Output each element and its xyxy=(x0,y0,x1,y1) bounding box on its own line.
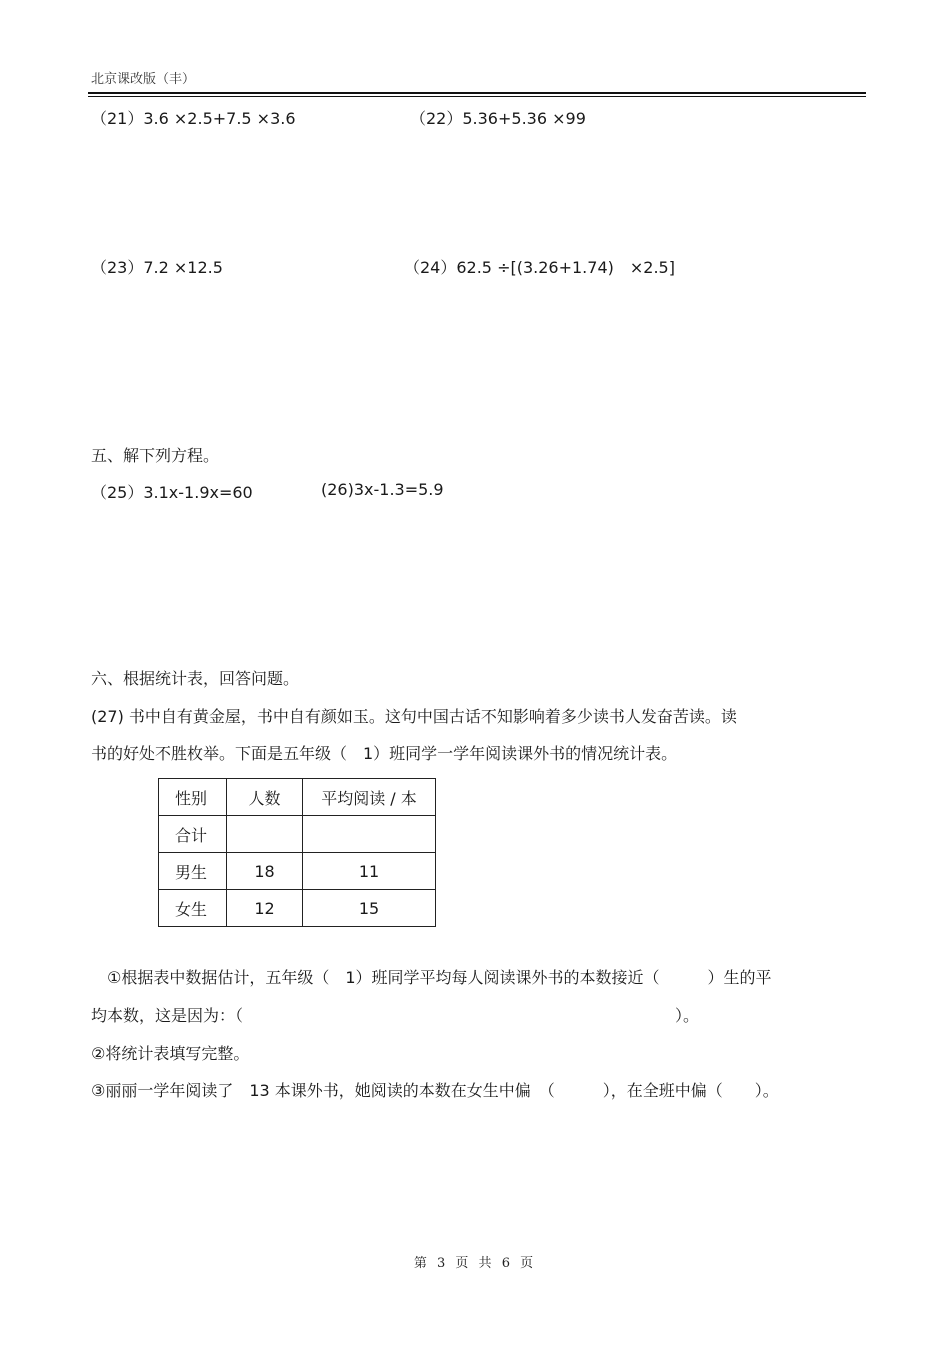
problem-25: （25）3.1x-1.9x=60 xyxy=(91,483,253,502)
reading-stats-table xyxy=(158,778,436,927)
table-row xyxy=(159,890,436,927)
table-cell: 11 xyxy=(303,853,436,890)
table-header-cell: 人数 xyxy=(227,779,303,816)
header-rule-thin xyxy=(88,96,866,97)
header-rule-thick xyxy=(88,92,866,94)
problem-27-line-1: (27) 书中自有黄金屋，书中自有颜如玉。这句中国古话不知影响着多少读书人发奋苦读。读 xyxy=(91,707,737,726)
table-cell: 男生 xyxy=(159,853,227,890)
table-cell: 女生 xyxy=(159,890,227,927)
table-cell: 15 xyxy=(303,890,436,927)
question-2: ②将统计表填写完整。 xyxy=(91,1044,250,1063)
table-cell: 合计 xyxy=(159,816,227,853)
page-footer: 第 3 页 共 6 页 xyxy=(413,1256,537,1271)
question-1-line-2: 均本数，这是因为：（ ）。 xyxy=(91,1006,700,1025)
table-row xyxy=(159,853,436,890)
table-header-row xyxy=(159,779,436,816)
table-cell-blank xyxy=(303,816,436,853)
table-row xyxy=(159,816,436,853)
table-cell: 12 xyxy=(227,890,303,927)
section-6-title: 六、根据统计表，回答问题。 xyxy=(91,669,300,688)
section-5-title: 五、解下列方程。 xyxy=(91,446,220,465)
question-3: ③丽丽一学年阅读了 13 本课外书，她阅读的本数在女生中偏 （ ），在全班中偏（ ）。 xyxy=(91,1081,779,1100)
problem-24: （24）62.5 ÷[(3.26+1.74) ×2.5] xyxy=(404,258,675,277)
table-cell-blank xyxy=(227,816,303,853)
page-header: 北京课改版（丰） xyxy=(91,72,196,87)
problem-27-line-2: 书的好处不胜枚举。下面是五年级（ 1）班同学一学年阅读课外书的情况统计表。 xyxy=(91,744,678,763)
problem-21: （21）3.6 ×2.5+7.5 ×3.6 xyxy=(91,109,296,128)
table-header-cell: 平均阅读 / 本 xyxy=(303,779,436,816)
table-cell: 18 xyxy=(227,853,303,890)
problem-23: （23）7.2 ×12.5 xyxy=(91,258,223,277)
question-1-line-1: ①根据表中数据估计，五年级（ 1）班同学平均每人阅读课外书的本数接近（ ）生的平 xyxy=(107,968,772,987)
table-header-cell: 性别 xyxy=(159,779,227,816)
problem-22: （22）5.36+5.36 ×99 xyxy=(410,109,586,128)
problem-26: (26)3x-1.3=5.9 xyxy=(321,480,444,499)
